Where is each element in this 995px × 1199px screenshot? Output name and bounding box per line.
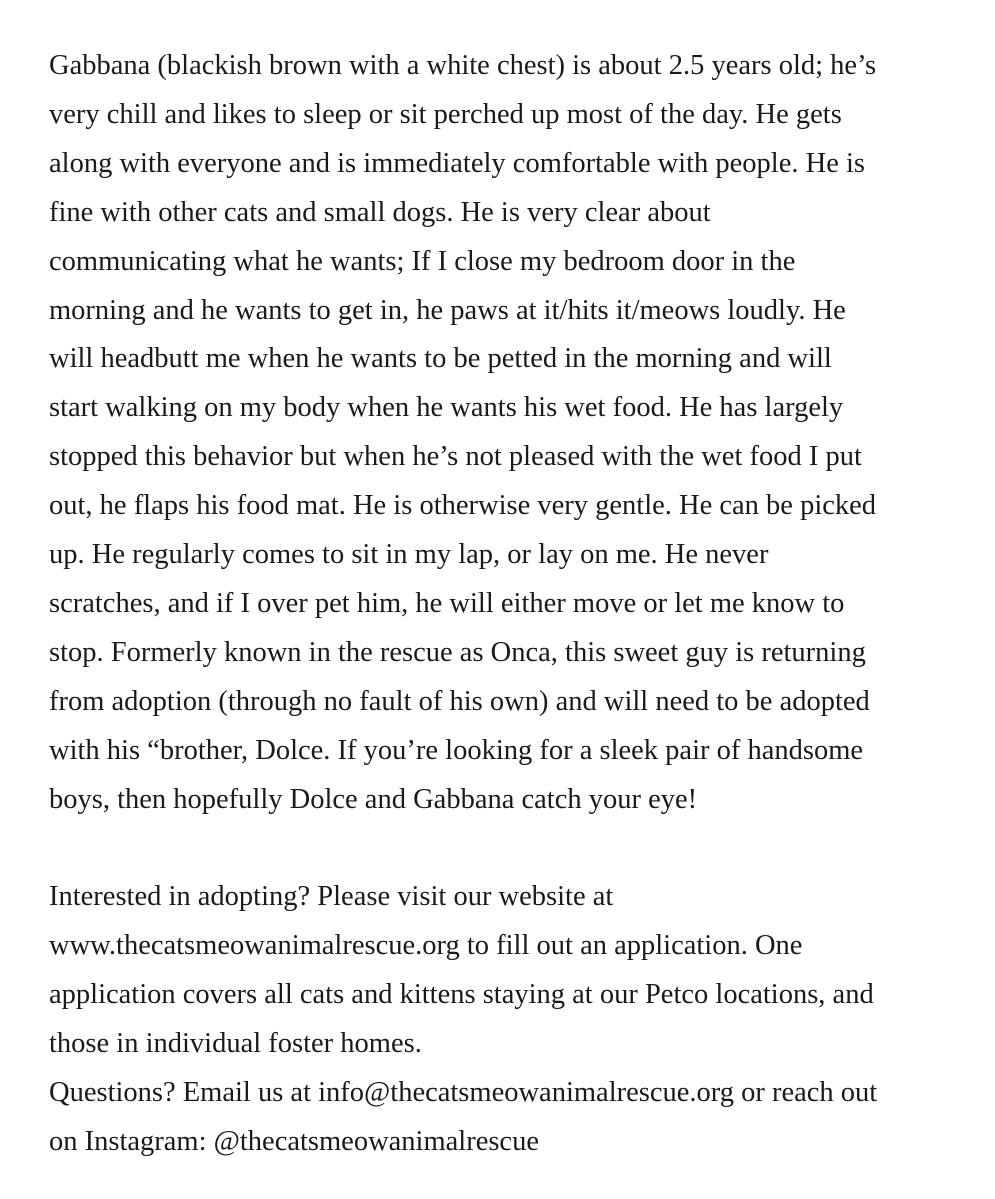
- cat-bio-paragraph: [49, 42, 949, 825]
- contact-line: on Instagram: @thecatsmeowanimalrescue: [49, 1125, 539, 1157]
- adoption-line: www.thecatsmeowanimalrescue.org to fill out an application. One: [49, 930, 803, 962]
- adoption-info-paragraph: [49, 873, 949, 1069]
- bio-line: along with everyone and is immediately comfortable with people. He is: [49, 147, 865, 179]
- adoption-line: those in individual foster homes.: [49, 1028, 422, 1060]
- bio-line: fine with other cats and small dogs. He is very clear about: [49, 196, 711, 228]
- bio-line: scratches, and if I over pet him, he will either move or let me know to: [49, 587, 845, 619]
- bio-line: will headbutt me when he wants to be petted in the morning and will: [49, 343, 832, 375]
- bio-line: with his “brother, Dolce. If you’re looking for a sleek pair of handsome: [49, 734, 864, 766]
- bio-line: from adoption (through no fault of his own) and will need to be adopted: [49, 685, 870, 717]
- paragraph-gap: [49, 825, 949, 874]
- bio-line: stopped this behavior but when he’s not pleased with the wet food I put: [49, 441, 862, 473]
- bio-line: very chill and likes to sleep or sit perched up most of the day. He gets: [49, 98, 842, 130]
- bio-line: Gabbana (blackish brown with a white chest) is about 2.5 years old; he’s: [49, 50, 877, 81]
- bio-line: communicating what he wants; If I close my bedroom door in the: [49, 245, 796, 277]
- bio-line: morning and he wants to get in, he paws at it/hits it/meows loudly. He: [49, 294, 846, 326]
- bio-line: start walking on my body when he wants his wet food. He has largely: [49, 392, 844, 424]
- bio-line: stop. Formerly known in the rescue as Onca, this sweet guy is returning: [49, 636, 866, 668]
- contact-paragraph: [49, 1069, 949, 1167]
- bio-line: up. He regularly comes to sit in my lap, or lay on me. He never: [49, 539, 769, 571]
- bio-line: boys, then hopefully Dolce and Gabbana catch your eye!: [49, 783, 698, 815]
- document-page: [49, 42, 949, 1167]
- bio-line: out, he flaps his food mat. He is otherwise very gentle. He can be picked: [49, 490, 877, 522]
- contact-line: Questions? Email us at info@thecatsmeowanimalrescue.org or reach out: [49, 1077, 878, 1109]
- adoption-line: Interested in adopting? Please visit our website at: [49, 881, 614, 913]
- adoption-line: application covers all cats and kittens staying at our Petco locations, and: [49, 979, 874, 1011]
